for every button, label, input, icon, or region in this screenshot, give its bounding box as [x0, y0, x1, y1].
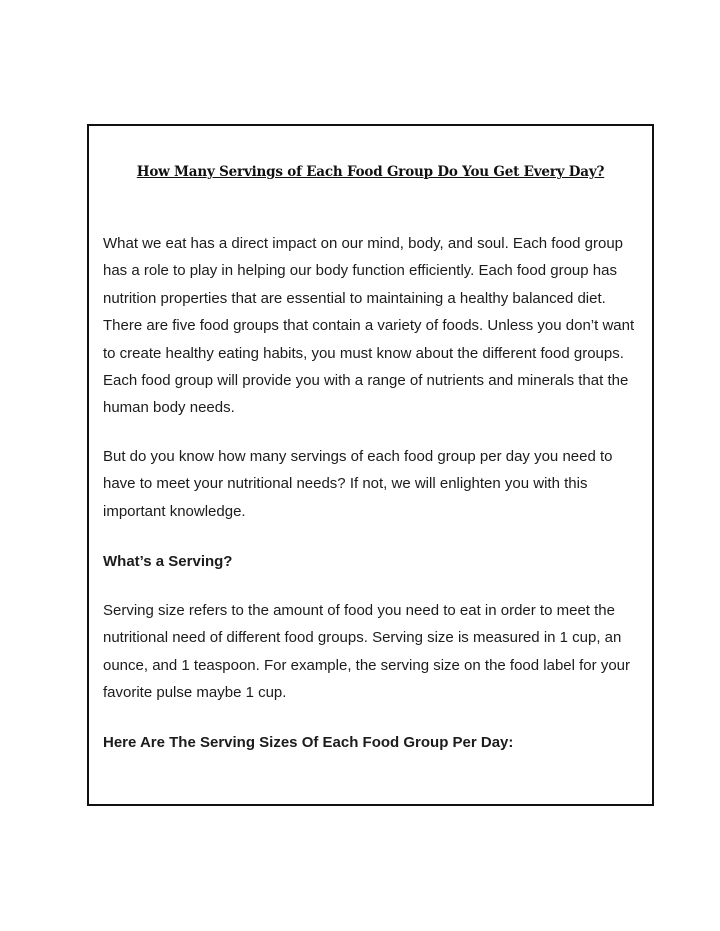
intro-paragraph	[103, 230, 648, 422]
question-paragraph	[103, 443, 648, 525]
serving-definition-paragraph	[103, 597, 648, 707]
intro-paragraph-text: What we eat has a direct impact on our mind, body, and soul. Each food group has a role to play in helping our body function efficiently. Each food group has nutrition properties that are essential to maintaining a healthy balanced diet. There are five food groups that contain a variety of foods. Unless you don’t want to create healthy eating habits, you must know about the different food groups. Each food group will provide you with a range of nutrients and minerals that the human body needs.	[103, 235, 635, 417]
whats-a-serving-heading: What’s a Serving?	[103, 553, 233, 570]
serving-definition-text: Serving size refers to the amount of food you need to eat in order to meet the nutritional need of different food groups. Serving size is measured in 1 cup, an ounce, and 1 teaspoon. For example, the serving size on the food label for your favorite pulse maybe 1 cup.	[103, 602, 630, 702]
document-frame	[87, 124, 654, 806]
question-paragraph-text: But do you know how many servings of each food group per day you need to have to meet your nutritional needs? If not, we will enlighten you with this important knowledge.	[103, 448, 613, 520]
serving-sizes-heading: Here Are The Serving Sizes Of Each Food Group Per Day:	[103, 734, 514, 751]
document-title: How Many Servings of Each Food Group Do You Get Every Day?	[136, 164, 605, 180]
